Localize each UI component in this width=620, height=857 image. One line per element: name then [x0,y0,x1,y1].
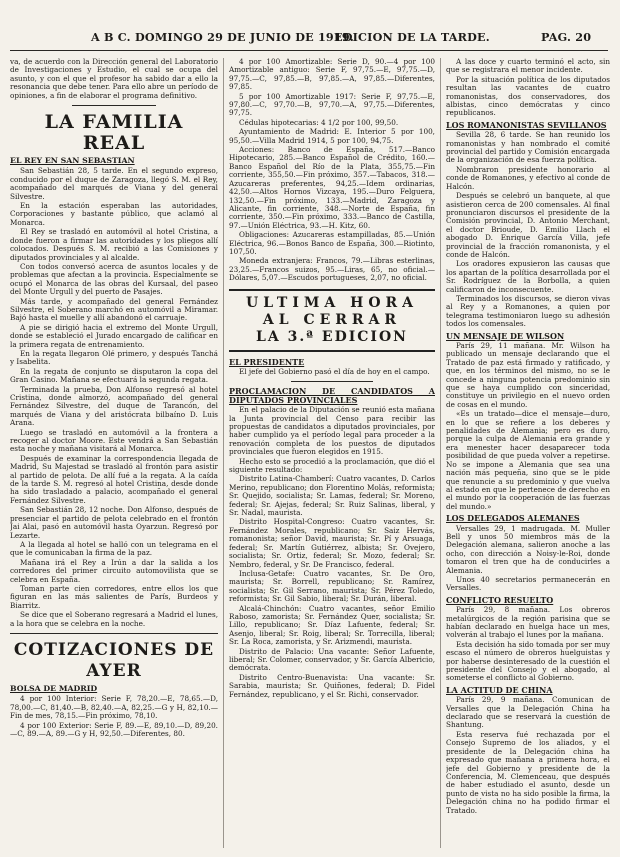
article-paragraph: A la llegada al hotel se halló con un telegrama en el que le comunicaban la firma de la paz. [10,539,218,558]
article-paragraph: En la estación esperaban las autoridades, Corporaciones y bastante público, que aclamó al Monarca. [10,201,218,227]
article-paragraph: El Rey se trasladó en automóvil al hotel Cristina, a donde fueron a firmar las autoridades y los pliegos allí colocados. Después S. M. recibió a las Comisiones y diputados provinciales y al alcalde. [10,227,218,262]
publication-name: A B C. [91,30,131,44]
ultima-hora-line1: ULTIMA HORA [245,294,419,311]
quote-paragraph: Ayuntamiento de Madrid: E. Interior 5 por 100, 95,50.—Villa Madrid 1914, 5 por 100, 94,75. [229,127,435,145]
ultima-hora-line3: LA 3.ª EDICION [256,328,408,345]
wilson-subhead: UN MENSAJE DE WILSON [446,330,565,341]
article-paragraph: Distrito Latina-Chamberí: Cuatro vacantes, D. Carlos Merino, republicano; don Florentino Molás, reformista; Sr. Quejido, socialista; Sr. Lamas, federal; Sr. Moreno, federal; Sr. Ajejas, federal; Sr. Ruiz Salinas, liberal, y Sr. Nadal, maurista. [229,474,435,518]
article-paragraph: Después se celebró un banquete, al que asistieron cerca de 200 comensales. Al final pronunciaron discursos el presidente de la Comisión provincial, D. Antonio Merchant, el doctor Brioude, D. Emilio Llach el abogado D. Enrique García Villa, jefe provincial de la fracción romanonista, y el conde de Halcón. [446,191,610,259]
article-paragraph: Mañana irá el Rey a Irún a dar la salida a los corredores del primer circuito automovilista que se celebra en España. [10,557,218,584]
delegados-subhead: LOS DELEGADOS ALEMANES [446,513,580,524]
article-paragraph: En la regata llegaron Olé primero, y después Tanchá y Isabelita. [10,348,218,367]
article-paragraph: Nombraron presidente honorario al conde de Romanones, y efectivo al conde de Halcón. [446,164,610,191]
article-paragraph: A pie se dirigió hacia el extremo del Monte Urgull, donde se estableció el Jurado encargado de calificar en la primera regata de entrenamiento. [10,322,218,349]
article-paragraph: Esta reserva fué rechazada por el Consejo Supremo de los aliados, y el presidente de la Delegación china ha expresado que mañana a primera hora, el jefe del Gobierno y presidente de la Conferencia, M. Clemenceau, que después de haber estudiado el asunto, desde un punto de vista no ha sido posible la firma, la Delegación china no ha podido firmar el Tratado. [446,729,610,815]
proclamacion-subhead: PROCLAMACION DE CANDIDATOS A DIPUTADOS PROVINCIALES [229,386,435,405]
article-paragraph: Distrito Centro-Buenavista: Una vacante: Sr. Sarabia, maurista; Sr. Quiñones, federal; D. Fidel Fernández, republicano, y el Sr. Richi, conservador. [229,672,435,699]
quote-paragraph: 4 por 100 Exterior: Serie F, 89.—E, 89,10.—D, 89,20.—C, 89.—A, 89.—G y H, 92,50.—Diferentes, 80. [10,720,218,738]
romanonistas-subhead: LOS ROMANONISTAS SEVILLANOS [446,119,607,130]
column-2 [229,58,435,700]
quote-paragraph: Obligaciones: Azucareras estampilladas, 85.—Unión Eléctrica, 96.—Bonos Banco de España, 300.—Riotinto, 107,50. [229,230,435,256]
article-paragraph: Hecho esto se procedió a la proclamación, que dió el siguiente resultado: [229,456,435,475]
separator [10,633,218,634]
separator [291,381,373,382]
article-paragraph: Después de examinar la correspondencia llegada de Madrid, Su Majestad se trasladó al frontón para asistir al partido de pelota. De allí fué a la regata. A la caída de la tarde S. M. regresó al hotel Cristina, desde donde ha sido trasladado a palacio, acompañado el general Fernández Silvestre. [10,453,218,505]
presidente-subhead: EL PRESIDENTE [229,356,305,367]
bolsa-madrid-subhead: BOLSA DE MADRID [10,683,98,693]
article-paragraph: Luego se trasladó en automóvil a la frontera a recoger al doctor Moore. Este vendrá a San Sebastián esta noche y mañana visitará al Monarca. [10,427,218,454]
issue-date: DOMINGO 29 DE JUNIO DE 1919. [135,30,354,44]
article-paragraph: Alcalá-Chinchón: Cuatro vacantes, señor Emilio Raboso, zamorista; Sr. Fernández Quer, socialista; Sr. Lillo, republicano; Sr. Díaz Lafuente, federal; Sr. Asenjo, liberal; Sr. Roig, liberal; Sr. Torrecilla, liberal; Sr. La Roca, zamorista, y Sr. Arizmendi, maurista. [229,603,435,647]
article-paragraph: Con todos conversó acerca de asuntos locales y de problemas que afectan a la provincia. Especialmente se ocupó el Monarca de las obras del Kursaal, del paseo del Monte Urgull y del puerto de Pasajes. [10,261,218,297]
ultima-hora-line2: AL CERRAR [262,311,402,328]
article-paragraph: Unos 40 secretarios permanecerán en Versalles. [446,574,610,593]
intro-paragraph: va, de acuerdo con la Dirección general del Laboratorio de Investigaciones y Estudio, el cual se ocupa del asunto, y con el que el profesor ha sabido dar a ello la resonancia que debe tener. Para ello abre un período de opiniones, a fin de elaborar el programa definitivo. [10,58,218,100]
quote-paragraph: 5 por 100 Amortizable 1917: Serie F, 97,75.—E, 97,80.—C, 97,70.—B, 97,70.—A, 97,75.—Diferentes, 97,75. [229,91,435,118]
article-paragraph: A las doce y cuarto terminó el acto, sin que se registrara el menor incidente. [446,58,610,75]
column-divider-2 [440,58,441,848]
article-paragraph: Inclusa-Getafe: Cuatro vacantes, Sr. De Oro, maurista; Sr. Borrell, republicano; Sr. Ramírez, socialista; Sr. Gil Serrano, maurista; Sr. Pérez Toledo, reformista; Sr. Gil Sabio, liberal; Sr. Durán, liberal. [229,568,435,604]
column-3 [446,58,610,816]
rey-san-sebastian-subhead: EL REY EN SAN SEBASTIAN [10,156,135,166]
article-paragraph: Se dice que el Soberano regresará a Madrid el lunes, a la hora que se celebra en la noche. [10,610,218,628]
article-paragraph: Los oradores expusieron las causas que los apartan de la política desarrollada por el Sr. Rodríguez de la Borbolla, a quien calificaron de inconsecuente. [446,259,610,294]
article-paragraph: París 29, 11 mañana. Mr. Wilson ha publicado un mensaje declarando que el Tratado de paz está firmado y ratificado, y que, en los términos del mismo, no se le concede a ninguna potencia predominio sin que se haya cumplido con sinceridad, constituye un privilegio en el nuevo orden de cosas en el mundo. [446,341,610,409]
article-paragraph: Terminados los discursos, se dieron vivas al Rey y a Romanones, a quien por telegrama testimoniaron luego su adhesión todos los comensales. [446,293,610,329]
article-paragraph: París 29, 9 mañana. Comunican de Versalles que la Delegación China ha declarado que se reservará la cuestión de Shantung. [446,695,610,730]
cotizaciones-headline: COTIZACIONES DE AYER [13,639,215,681]
familia-real-headline: LA FAMILIA REAL [44,111,184,155]
article-paragraph: Toman parte cien corredores, entre ellos los que figuran en las más salientes de París, Burdeos y Biarritz. [10,583,218,610]
column-1 [10,58,218,739]
quote-paragraph: 4 por 100 Interior: Serie F, 78,20.—E, 78,65.—D, 78,00.—C, 81,40.—B, 82,40.—A, 82,25.—G y H, 82,10.—Fin de mes, 78,15.—Fin próximo, 78,10. [10,694,218,721]
header-rule [10,50,608,51]
quote-paragraph: Moneda extranjera: Francos, 79.—Libras esterlinas, 23,25.—Francos suizos, 95.—Liras, 65, no oficial.—Dólares, 5,07.—Escudos portugueses, 2,07, no oficial. [229,256,435,283]
quote-paragraph: 4 por 100 Amortizable: Serie D, 90.—4 por 100 Amortizable antiguo: Serie F, 97,75.—E, 97,75.—D, 97,75.—C, 97,85.—B, 97,85.—A, 97,85.—Diferentes, 97,85. [229,58,435,92]
article-paragraph: Distrito de Palacio: Una vacante: Señor Lafuente, liberal; Sr. Colomer, conservador, y Sr. García Albericio, demócrata. [229,646,435,673]
article-paragraph: París 29, 8 mañana. Los obreros metalúrgicos de la región parisina que se habían declarado en huelga hace un mes, volverán al trabajo el lunes por la mañana. [446,605,610,640]
separator [72,105,155,106]
article-paragraph: Sevilla 28, 6 tarde. Se han reunido los romanonistas y han nombrado el comité provincial del partido y Comisión encargada de la organización de esa fuerza política. [446,130,610,165]
quote-paragraph: Cédulas hipotecarias: 4 1/2 por 100, 99,50. [239,117,399,127]
article-paragraph: Más tarde, y acompañado del general Fernández Silvestre, el Soberano marchó en automóvil a Miramar. Bajó hasta el muelle y allí abandonó el carruaje. [10,296,218,323]
quote-paragraph: Acciones: Banco de España, 517.—Banco Hipotecario, 285.—Banco Español de Crédito, 160.—Banco Español del Río de la Plata, 355,75.—Fin corriente, 355,50.—Fin próximo, 357.—Tabacos, 318.—Azucareras preferentes, 94,25.—Idem ordinarias, 42,50.—Altos Hornos Vizcaya, 195.—Duro Felguera, 132,50.—Fin próximo, 133.—Madrid, Zaragoza y Alicante, fin corriente, 348.—Norte de España, fin corriente, 350.—Fin próximo, 333.—Banco de Castilla, 97.—Unión Eléctrica, 93.—H. Kitz, 60. [229,145,435,230]
article-paragraph: Esta decisión ha sido tomada por ser muy escaso el número de obreros huelguistas y por haberse desinteresado de la cuestión el presidente del Consejo y el abogado, al someterse el conflicto al Gobierno. [446,639,610,683]
conflicto-subhead: CONFLICTO RESUELTO [446,594,554,605]
article-paragraph: «Es un tratado—dice el mensaje—duro, en lo que se refiere a los deberes y penalidades de Alemania; pero es duro, porque la culpa de Alemania era grande y era menester hacer desaparecer toda posibilidad de que pueda volver a repetirse. No se impone a Alemania que sea una nación más pequeña, sino que se le pide que renuncie a su predominio y que vuelva al estado en que le pertenece de derecho en el mundo por la cooperación de las fuerzas del mundo.» [446,409,610,511]
china-subhead: LA ACTITUD DE CHINA [446,684,553,695]
article-paragraph: San Sebastián 28, 12 noche. Don Alfonso, después de presenciar el partido de pelota celebrado en el frontón Jai Alai, pasó en automóvil hasta Oyarzun. Regresó por Lezarte. [10,505,218,540]
article-paragraph: Distrito Hospital-Congreso: Cuatro vacantes, Sr. Fernández Morales, republicano; Sr. Saiz Hervás, romanonista; señor David, maurista; Sr. Pí y Arsuaga, federal; Sr. Martín Gutiérrez, albista; Sr. Ovejero, socialista; Sr. Ortiz, federal; Sr. Mozo, federal; Sr. Nembro, federal, y Sr. De Francisco, federal. [229,517,435,569]
article-paragraph: En la regata de conjunto se disputaron la copa del Gran Casino. Mañana se efectuará la segunda regata. [10,366,218,385]
page-header [14,30,606,46]
edition-label: EDICION DE LA TARDE. [334,30,490,44]
article-paragraph: Terminada la prueba, Don Alfonso regresó al hotel Cristina, donde almorzó, acompañado del general Fernández Silvestre, del duque de Tarancón, del marqués de Viana y del aristócrata bilbaíno D. Luis Arana. [10,384,218,428]
column-divider-1 [223,58,224,848]
article-paragraph: El jefe del Gobierno pasó el día de hoy en el campo. [239,366,430,376]
article-paragraph: Versalles 29, 1 madrugada. M. Muller Bell y unos 50 miembros más de la Delegación alemana, salieron anoche a las ocho, con dirección a Noisy-le-Roi, donde tomaron el tren que ha de conducirles a Alemania. [446,523,610,575]
ultima-hora-banner [229,289,435,352]
article-paragraph: Por la situación política de los diputados resultan las vacantes de cuatro romanonistas, dos conservadores, dos albistas, cinco demócratas y cinco republicanos. [446,74,610,118]
page-number: PAG. 20 [541,30,592,44]
article-paragraph: San Sebastián 28, 5 tarde. En el segundo expreso, conducido por el duque de Zaragoza, llegó S. M. el Rey, acompañado del marqués de Viana y del general Silvestre. [10,166,218,201]
article-paragraph: En el palacio de la Diputación se reunió esta mañana la Junta provincial del Censo para recibir las propuestas de candidatos a diputados provinciales, por haber cumplido ya el período legal para proceder a la renovación completa de los puestos de diputados provinciales que fueron elegidos en 1915. [229,405,435,457]
